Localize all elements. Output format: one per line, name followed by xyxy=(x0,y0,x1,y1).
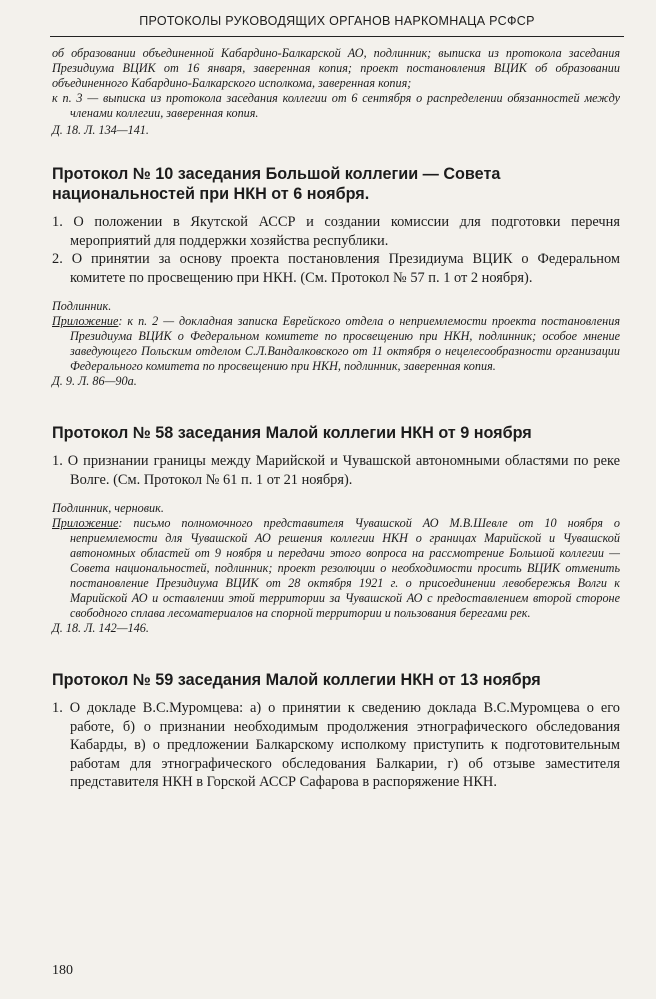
archive-reference: Д. 18. Л. 134—141. xyxy=(52,123,149,137)
protocol-10-status: Подлинник. xyxy=(52,299,112,313)
page-content xyxy=(52,42,620,792)
protocol-10-item-1: 1. О положении в Якутской АССР и создании комиссии для подготовки перечня мероприятий для поддержки хозяйства республики. xyxy=(52,214,620,249)
protocol-10-title: Протокол № 10 заседания Большой коллегии — Совета национальностей при НКН от 6 ноября. xyxy=(52,165,501,203)
appendix-text: : к п. 2 — докладная записка Еврейского отдела о неприемлемости проекта постановления Президиума ВЦИК о Федеральном комитете по просвещению при НКН, подлинник; особое мнение заведующего Польским отделом С.Л.Вандалковского от 11 октября о нецелесообразности организации Федерального комитета по просвещению при НКН, подлинник, заверенная копия. xyxy=(70,314,620,373)
appendix-label: Приложение xyxy=(52,314,119,328)
continuation-note: об образовании объединенной Кабардино-Балкарской АО, подлинник; выписка из протокола заседания Президиума ВЦИК от 16 января, заверенная копия; проект постановления ВЦИК об образовании объединенного Кабардино-Балкарского исполкома, заверенная копия; xyxy=(52,46,620,90)
page-number: 180 xyxy=(52,963,73,978)
protocol-59-title: Протокол № 59 заседания Малой коллегии НКН от 13 ноября xyxy=(52,671,541,689)
protocol-58-title: Протокол № 58 заседания Малой коллегии НКН от 9 ноября xyxy=(52,424,532,442)
appendix-label: Приложение xyxy=(52,516,119,530)
protocol-58-reference: Д. 18. Л. 142—146. xyxy=(52,621,149,635)
protocol-10-appendix xyxy=(52,314,620,374)
protocol-59-item-1: 1. О докладе В.С.Муромцева: а) о принятии к сведению доклада В.С.Муромцева о его работе, б) о признании необходимым продолжения этнографического обследования Кабарды, в) о предложении Балкарскому исполкому приступить к подготовительным работам для этнографического обследования Балкарии, г) об отзыве заместителя представителя НКН в Горской АССР Сафарова в распоряжение НКН. xyxy=(52,700,620,790)
header-rule xyxy=(50,36,624,37)
protocol-58-item-1: 1. О признании границы между Марийской и Чувашской автономными областями по реке Волге. (См. Протокол № 61 п. 1 от 21 ноября). xyxy=(52,453,620,488)
protocol-58-appendix xyxy=(52,516,620,621)
running-header: ПРОТОКОЛЫ РУКОВОДЯЩИХ ОРГАНОВ НАРКОМНАЦА РСФСР xyxy=(139,14,535,28)
continuation-note-item3: к п. 3 — выписка из протокола заседания коллегии от 6 сентября о распределении обязанностей между членами коллегии, заверенная копия. xyxy=(52,91,620,120)
protocol-10-reference: Д. 9. Л. 86—90а. xyxy=(52,374,137,388)
protocol-58-status: Подлинник, черновик. xyxy=(52,501,164,515)
protocol-10-item-2: 2. О принятии за основу проекта постановления Президиума ВЦИК о Федеральном комитете по просвещению при НКН. (См. Протокол № 57 п. 1 от 2 ноября). xyxy=(52,251,620,286)
appendix-text: : письмо полномочного представителя Чувашской АО М.В.Шевле от 10 ноября о неприемлемости для Чувашской АО решения коллегии НКН о границах Марийской и Чувашской автономных областей от 9 ноября и передачи этого вопроса на рассмотрение Большой коллегии — Совета национальностей, подлинник; проект резолюции о необходимости просить ВЦИК отменить постановление Президиума ВЦИК от 28 октября 1921 г. о присоединении левобережья Волги к Марийской АО и оставлении этой территории за Чувашской АО с предоставлением второй стороне свободного сплава лесоматериалов на спорной территории и пользования берегами рек. xyxy=(70,516,620,620)
